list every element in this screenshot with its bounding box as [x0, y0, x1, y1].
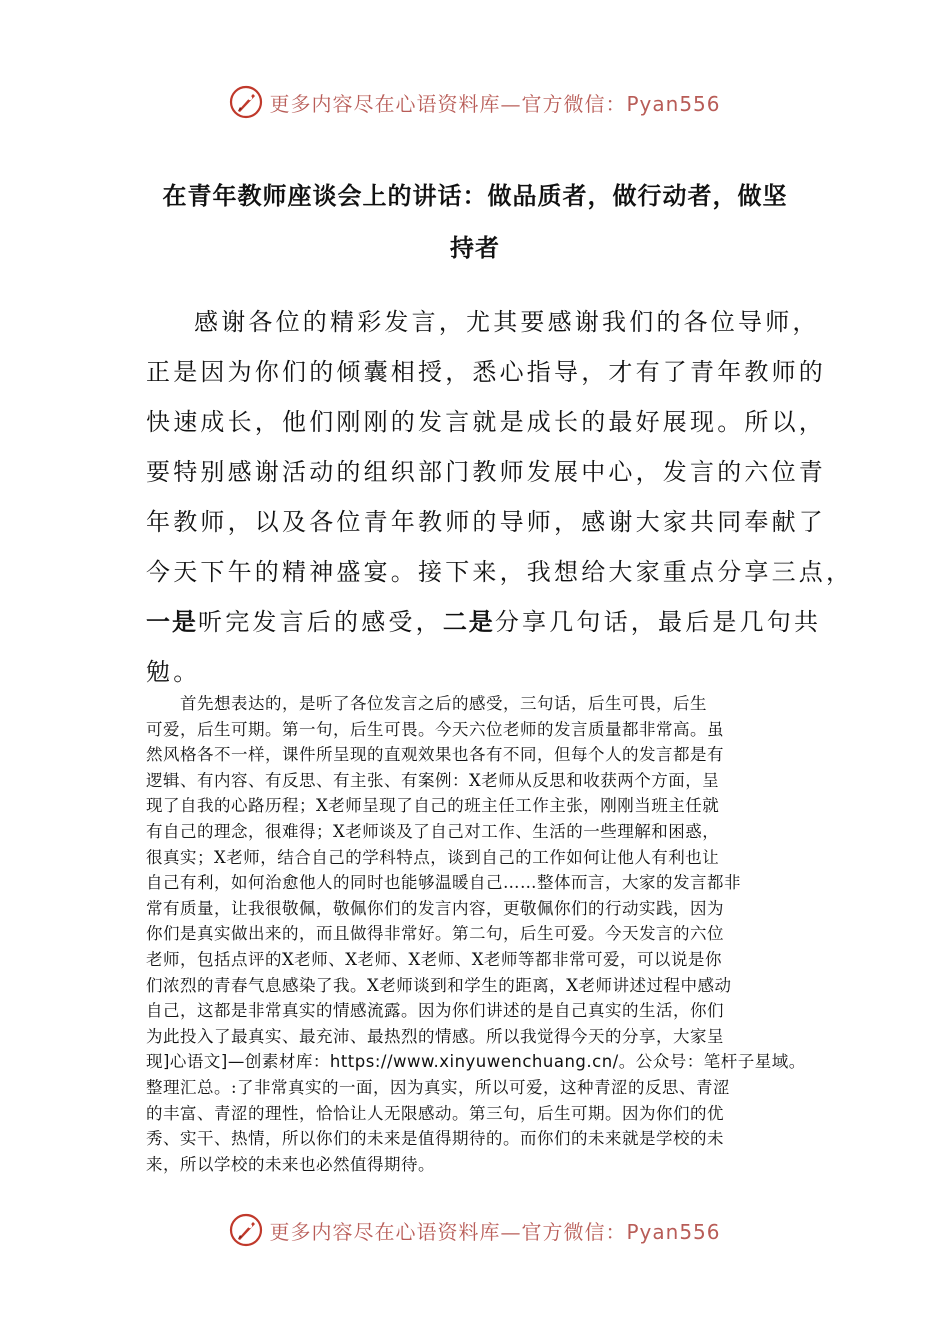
body-line: 有自己的理念，很难得；X老师谈及了自己对工作、生活的一些理解和困惑， [146, 821, 720, 841]
document-title [150, 170, 800, 274]
outline-point-2: 二是 [442, 608, 495, 636]
body-line: 自己有利，如何治愈他人的同时也能够温暖自己……整体而言，大家的发言都非 [146, 873, 741, 893]
body-line: 老师，包括点评的X老师、X老师、X老师、X老师等都非常可爱，可以说是你 [146, 949, 722, 969]
header-banner-label: 更多内容尽在心语资料库—官方微信： [269, 91, 627, 116]
body-line: 的丰富、青涩的理性，恰恰让人无限感动。第三句，后生可期。因为你们的优 [146, 1103, 724, 1123]
intro-line: 快速成长，他们刚刚的发言就是成长的最好展现。所以， [146, 408, 826, 436]
body-line: 整理汇总。:了非常真实的一面，因为真实，所以可爱，这种青涩的反思、青涩 [146, 1077, 731, 1097]
outline-text-2: 分享几句话，最后是几句共 [494, 608, 822, 636]
outline-point-1: 一是 [146, 608, 198, 636]
body-line: 你们是真实做出来的，而且做得非常好。第二句，后生可爱。今天发言的六位 [146, 924, 724, 944]
intro-line: 勉。 [146, 658, 201, 686]
body-line: 很真实；X老师，结合自己的学科特点，谈到自己的工作如何让他人有利也让 [146, 847, 720, 867]
title-line-1: 在青年教师座谈会上的讲话：做品质者，做行动者，做坚 [162, 182, 788, 210]
intro-line: 今天下午的精神盛宴。接下来，我想给大家重点分享三点， [146, 558, 854, 586]
header-wechat-id: Pyan556 [626, 91, 721, 116]
intro-line: 年教师，以及各位青年教师的导师，感谢大家共同奉献了 [146, 508, 826, 536]
body-line: 秀、实干、热情，所以你们的未来是值得期待的。而你们的未来就是学校的未 [146, 1129, 724, 1149]
intro-paragraph [146, 297, 854, 697]
footer-banner-text [269, 1216, 720, 1245]
quill-logo-icon [229, 1213, 263, 1247]
intro-line: 要特别感谢活动的组织部门教师发展中心，发言的六位青 [146, 458, 826, 486]
body-line: 自己，这都是非常真实的情感流露。因为你们讲述的是自己真实的生活，你们 [146, 1001, 724, 1021]
body-line: 现了自我的心路历程；X老师呈现了自己的班主任工作主张，刚刚当班主任就 [146, 796, 720, 816]
body-line: 为此投入了最真实、最充沛、最热烈的情感。所以我觉得今天的分享，大家呈 [146, 1026, 724, 1046]
intro-line: 正是因为你们的倾囊相授，悉心指导，才有了青年教师的 [146, 358, 826, 386]
header-banner [0, 82, 950, 122]
body-paragraph [146, 691, 816, 1177]
footer-wechat-id: Pyan556 [626, 1219, 721, 1244]
title-line-2: 持者 [450, 234, 500, 262]
body-line: 逻辑、有内容、有反思、有主张、有案例：X老师从反思和收获两个方面，呈 [146, 770, 720, 790]
outline-text-1: 听完发言后的感受， [198, 608, 443, 636]
body-line: 们浓烈的青春气息感染了我。X老师谈到和学生的距离，X老师讲述过程中感动 [146, 975, 732, 995]
intro-line-outline [146, 597, 822, 647]
body-line: 首先想表达的，是听了各位发言之后的感受，三句话，后生可畏，后生 [180, 694, 707, 713]
intro-line: 感谢各位的精彩发言，尤其要感谢我们的各位导师， [194, 308, 820, 336]
body-line: 可爱，后生可期。第一句，后生可畏。今天六位老师的发言质量都非常高。虽 [146, 719, 724, 739]
header-banner-text [269, 88, 720, 117]
body-line-source: 现]心语文]—创素材库：https://www.xinyuwenchuang.cn/。公众号：笔杆子星域。 [146, 1052, 806, 1072]
footer-banner [0, 1210, 950, 1250]
body-line: 常有质量，让我很敬佩，敬佩你们的发言内容，更敬佩你们的行动实践，因为 [146, 898, 724, 918]
body-line: 来，所以学校的未来也必然值得期待。 [146, 1154, 435, 1174]
quill-logo-icon [229, 85, 263, 119]
body-line: 然风格各不一样，课件所呈现的直观效果也各有不同，但每个人的发言都是有 [146, 745, 724, 765]
footer-banner-label: 更多内容尽在心语资料库—官方微信： [269, 1219, 627, 1244]
